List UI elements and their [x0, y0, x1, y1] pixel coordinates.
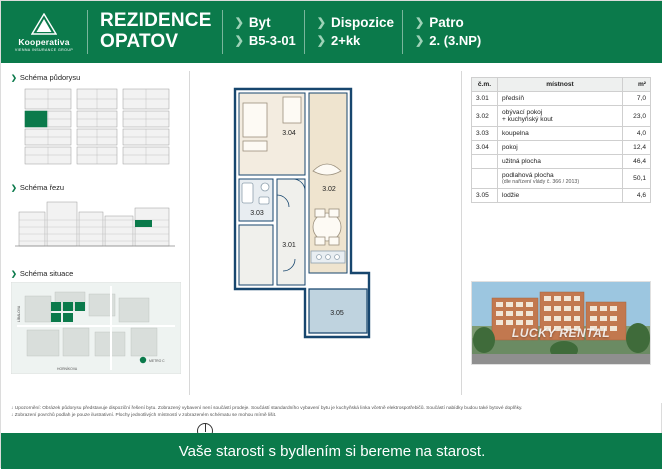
table-row-floor-area [472, 169, 651, 189]
logo-name: Kooperativa [18, 36, 70, 47]
floor-area-label [498, 169, 623, 189]
photo-watermark: LUCKY RENTAL [511, 326, 611, 340]
svg-text:HORNÍKOVA: HORNÍKOVA [57, 367, 78, 371]
column-divider-left [189, 71, 190, 395]
table-row [472, 189, 651, 203]
header-unit-value-row [235, 32, 296, 50]
room-number: 3.05 [472, 189, 498, 203]
scheme-section-title [11, 183, 183, 192]
header-unit-value: B5-3-01 [248, 33, 296, 49]
room-name-line2: + kuchyňský kout [502, 116, 553, 123]
room-name: koupelna [498, 127, 623, 141]
footnote-line-2: ↓ Zobrazení povrchů podlah je pouze ilustrativní. Plochy jednotlivých místností v zobrazeném schématu se mohou mírně lišit. [11, 413, 277, 419]
chevron-right-icon: ❯ [415, 16, 425, 29]
chevron-right-icon: ❯ [11, 270, 17, 278]
page-header [1, 1, 662, 63]
room-name [498, 106, 623, 127]
room-area: 23,0 [623, 106, 651, 127]
building-photo [471, 281, 651, 365]
header-unit-group [223, 14, 304, 50]
chevron-right-icon: ❯ [316, 34, 326, 47]
table-header-room: místnost [498, 78, 623, 92]
header-layout-value-row [317, 32, 394, 50]
footnote [11, 405, 656, 419]
header-floor-label: Patro [429, 15, 464, 31]
header-floor-value: 2. (3.NP) [429, 33, 482, 49]
room-number: 3.01 [472, 92, 498, 106]
svg-text:LÍBALOVA: LÍBALOVA [17, 305, 21, 322]
scheme-floorplan-label: Schéma půdorysu [19, 73, 81, 82]
room-label-3-05: 3.05 [330, 310, 344, 317]
header-floor-label-row [415, 14, 481, 32]
scheme-floorplan-title [11, 73, 183, 82]
floor-area-value: 50,1 [623, 169, 651, 189]
room-number: 3.03 [472, 127, 498, 141]
header-layout-label-row [317, 14, 394, 32]
room-table-container [471, 77, 651, 203]
room-table [471, 77, 651, 203]
header-unit-label-row [235, 14, 296, 32]
left-schemes-column [11, 73, 183, 379]
floor-area-blank [472, 169, 498, 189]
column-divider-right [461, 71, 462, 395]
logo-subtitle: VIENNA INSURANCE GROUP [14, 47, 74, 52]
room-area: 4,0 [623, 127, 651, 141]
page-title-line2: OPATOV [100, 31, 179, 52]
table-row [472, 127, 651, 141]
header-layout-group [305, 14, 402, 50]
floor-area-title: podlahová plocha [502, 172, 554, 179]
chevron-right-icon: ❯ [415, 34, 425, 47]
table-row [472, 106, 651, 127]
footnote-line-1: ↓ Upozornění: Obrázek půdorysu představuje dispoziční řešení bytu. Zobrazený vybavení není součástí prodeje. Součástí standardního vybavení bytu je kuchyňská linka včetně elektrospotřebičů. Součástí nabídky budou také bytové doplňky. [11, 406, 523, 411]
table-header-row [472, 78, 651, 92]
scheme-section-thumbnail[interactable] [11, 196, 183, 259]
chevron-right-icon: ❯ [11, 184, 17, 192]
room-area: 4,6 [623, 189, 651, 203]
page-title-line1: REZIDENCE [100, 10, 212, 32]
usable-area-value: 46,4 [623, 155, 651, 169]
header-floor-value-row [415, 32, 481, 50]
usable-area-blank [472, 155, 498, 169]
kooperativa-logo-icon [31, 13, 57, 35]
room-name: předsíň [498, 92, 623, 106]
header-layout-label: Dispozice [331, 15, 395, 31]
header-layout-value: 2+kk [331, 33, 361, 49]
room-name: pokoj [498, 141, 623, 155]
apartment-floorplan[interactable] [197, 75, 437, 385]
room-name: lodžie [498, 189, 623, 203]
room-number: 3.04 [472, 141, 498, 155]
table-header-number: č.m. [472, 78, 498, 92]
table-header-area: m² [623, 78, 651, 92]
scheme-situation-thumbnail[interactable] [11, 282, 183, 379]
room-label-3-01: 3.01 [282, 242, 296, 249]
header-unit-label: Byt [248, 15, 271, 31]
logo [1, 1, 87, 63]
svg-text:METRO C: METRO C [149, 359, 165, 363]
scheme-situation-label: Schéma situace [19, 269, 74, 278]
table-row-usable-area [472, 155, 651, 169]
room-area: 7,0 [623, 92, 651, 106]
table-row [472, 141, 651, 155]
chevron-right-icon: ❯ [234, 16, 244, 29]
room-label-3-02: 3.02 [322, 186, 336, 193]
chevron-right-icon: ❯ [11, 74, 17, 82]
table-row [472, 92, 651, 106]
header-floor-group [403, 14, 489, 50]
chevron-right-icon: ❯ [234, 34, 244, 47]
scheme-section-label: Schéma řezu [19, 183, 65, 192]
room-number: 3.02 [472, 106, 498, 127]
floor-area-note: (dle nařízení vlády č. 366 / 2013) [502, 179, 580, 185]
room-label-3-03: 3.03 [250, 210, 264, 217]
page-footer [1, 433, 662, 469]
scheme-situation-title [11, 269, 183, 278]
chevron-right-icon: ❯ [316, 16, 326, 29]
room-area: 12,4 [623, 141, 651, 155]
room-name-line1: obývací pokoj [502, 109, 543, 116]
scheme-floorplan-thumbnail[interactable] [11, 86, 183, 173]
room-label-3-04: 3.04 [282, 130, 296, 137]
footer-slogan: Vaše starosti s bydlením si bereme na starost. [178, 442, 486, 460]
page-title [88, 11, 222, 52]
usable-area-label: užitná plocha [498, 155, 623, 169]
page-body [1, 63, 662, 403]
